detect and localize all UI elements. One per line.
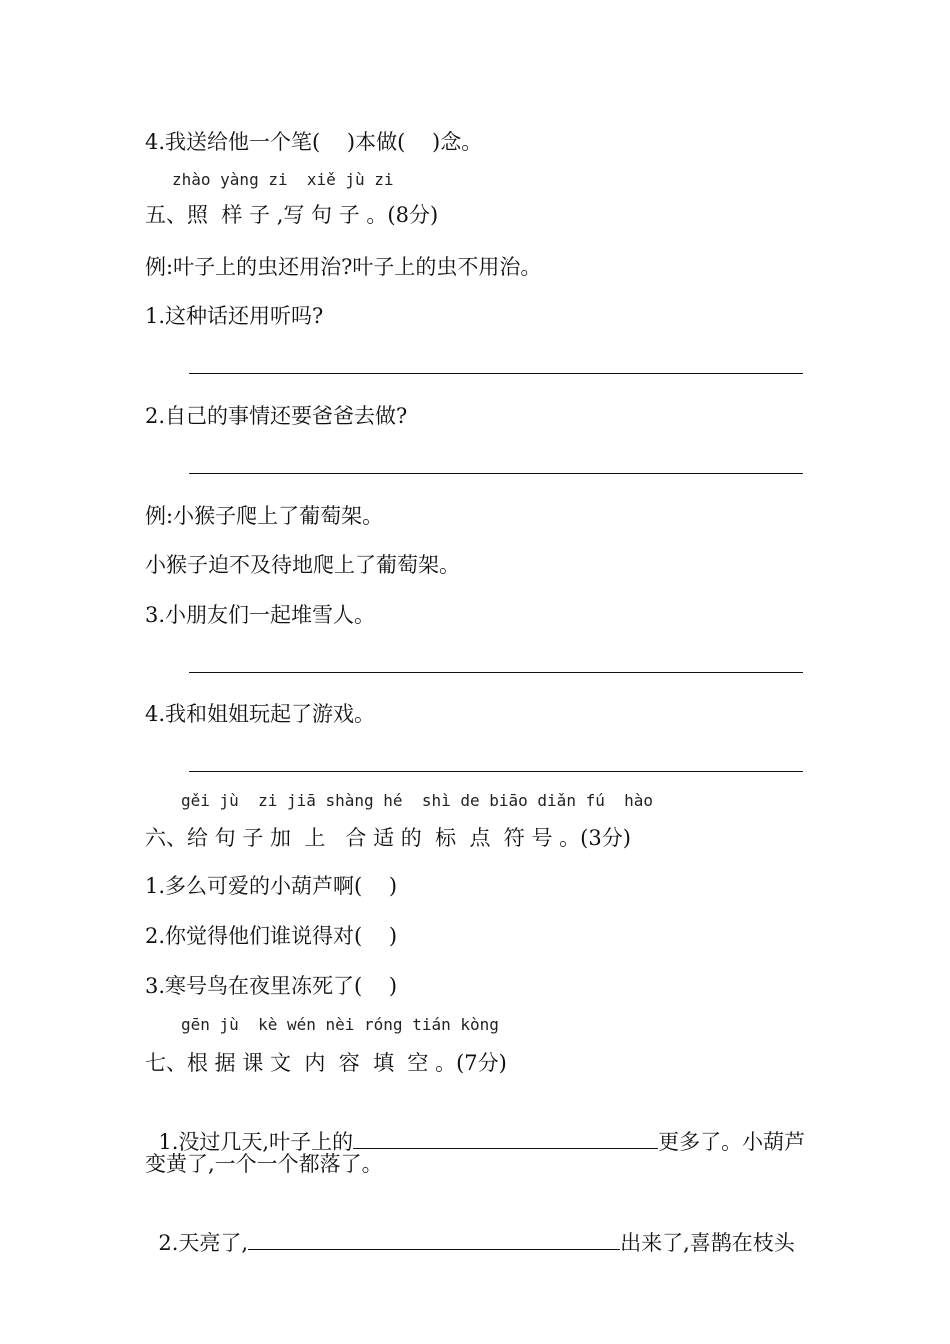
fill-blank-7-1[interactable] xyxy=(353,1126,658,1149)
question-6-1[interactable]: 1.多么可爱的小葫芦啊( ) xyxy=(145,874,398,898)
answer-line-5-3[interactable] xyxy=(189,672,803,673)
example-1: 例:叶子上的虫还用治?叶子上的虫不用治。 xyxy=(145,255,542,279)
question-7-1 xyxy=(145,1098,805,1156)
answer-line-5-4[interactable] xyxy=(189,771,803,772)
question-7-1-suffix: 更多了。小葫芦 xyxy=(658,1130,806,1154)
pinyin-section-5: zhào yàng zi xiě jù zi xyxy=(172,170,394,189)
section-7-heading: 七、根 据 课 文 内 容 填 空 。(7分) xyxy=(145,1051,507,1075)
question-5-1: 1.这种话还用听吗? xyxy=(145,304,324,328)
section-5-heading: 五、照 样 子 ,写 句 子 。(8分) xyxy=(145,203,439,227)
question-7-2 xyxy=(145,1199,795,1257)
pinyin-section-7: gēn jù kè wén nèi róng tián kòng xyxy=(181,1015,499,1034)
pinyin-section-6: gěi jù zi jiā shàng hé shì de biāo diǎn fú hào xyxy=(181,791,654,810)
answer-line-5-2[interactable] xyxy=(189,473,803,474)
question-5-4: 4.我和姐姐玩起了游戏。 xyxy=(145,702,376,726)
example-2-expanded: 小猴子迫不及待地爬上了葡萄架。 xyxy=(145,553,460,577)
question-5-2: 2.自己的事情还要爸爸去做? xyxy=(145,404,408,428)
answer-line-5-1[interactable] xyxy=(189,373,803,374)
section-6-heading: 六、给 句 子 加 上 合 适 的 标 点 符 号 。(3分) xyxy=(145,826,631,850)
question-4-pen-notebook: 4.我送给他一个笔( )本做( )念。 xyxy=(145,130,483,154)
question-7-2-prefix: 2.天亮了, xyxy=(158,1231,249,1255)
question-5-3: 3.小朋友们一起堆雪人。 xyxy=(145,603,376,627)
question-6-2[interactable]: 2.你觉得他们谁说得对( ) xyxy=(145,924,398,948)
question-7-2-suffix: 出来了,喜鹊在枝头 xyxy=(620,1231,795,1255)
fill-blank-7-2[interactable] xyxy=(248,1227,620,1250)
question-7-1-prefix: 1.没过几天,叶子上的 xyxy=(158,1130,354,1154)
question-7-1-continued: 变黄了,一个一个都落了。 xyxy=(145,1152,383,1176)
question-6-3[interactable]: 3.寒号鸟在夜里冻死了( ) xyxy=(145,974,398,998)
example-2-original: 例:小猴子爬上了葡萄架。 xyxy=(145,504,384,528)
